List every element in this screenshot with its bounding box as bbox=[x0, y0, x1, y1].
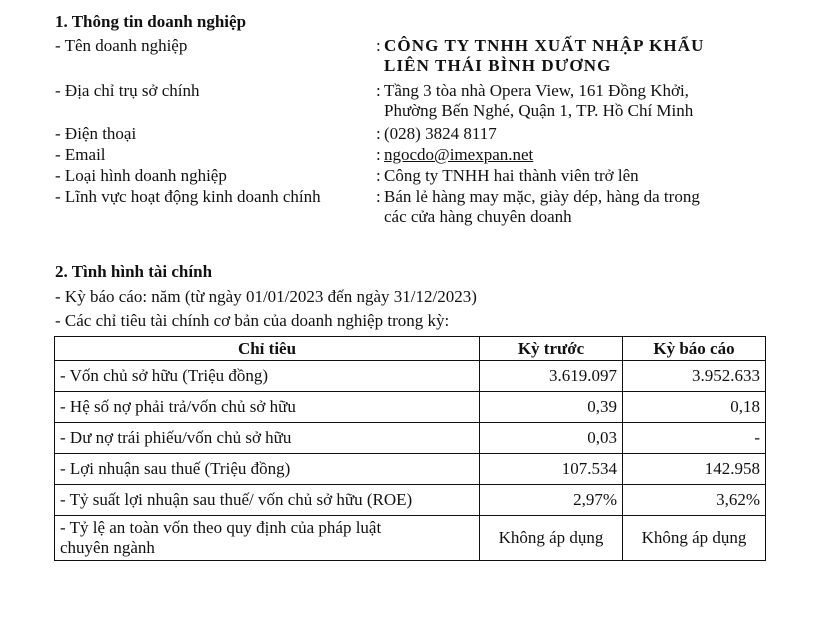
report-period: - Kỳ báo cáo: năm (từ ngày 01/01/2023 đến ngày 31/12/2023) bbox=[55, 287, 477, 306]
row-prev-value: 2,97% bbox=[480, 485, 623, 516]
colon: : bbox=[376, 81, 381, 100]
row-label bbox=[55, 516, 480, 561]
info-label: - Tên doanh nghiệp bbox=[55, 36, 188, 55]
table-row bbox=[55, 361, 766, 392]
header-previous-period: Kỳ trước bbox=[480, 337, 623, 361]
business-type-value: Công ty TNHH hai thành viên trở lên bbox=[384, 166, 639, 185]
colon: : bbox=[376, 187, 381, 206]
info-label: - Điện thoại bbox=[55, 124, 137, 143]
row-prev-value: 107.534 bbox=[480, 454, 623, 485]
header-indicator: Chỉ tiêu bbox=[55, 337, 480, 361]
colon: : bbox=[376, 124, 381, 143]
row-curr-value: Không áp dụng bbox=[623, 516, 766, 561]
row-label: - Hệ số nợ phải trả/vốn chủ sở hữu bbox=[55, 392, 480, 423]
info-label: - Địa chỉ trụ sở chính bbox=[55, 81, 200, 100]
table-intro: - Các chỉ tiêu tài chính cơ bản của doanh nghiệp trong kỳ: bbox=[55, 311, 450, 330]
info-value bbox=[376, 166, 759, 186]
row-label-line-2: chuyên ngành bbox=[60, 538, 155, 557]
info-value bbox=[376, 145, 759, 165]
phone-value: (028) 3824 8117 bbox=[384, 124, 497, 143]
row-label-line-1: - Tỷ lệ an toàn vốn theo quy định của pháp luật bbox=[60, 518, 382, 537]
section-1-title: 1. Thông tin doanh nghiệp bbox=[55, 12, 247, 31]
info-label: - Loại hình doanh nghiệp bbox=[55, 166, 227, 185]
header-report-period: Kỳ báo cáo bbox=[623, 337, 766, 361]
info-value bbox=[376, 187, 759, 227]
row-prev-value: 3.619.097 bbox=[480, 361, 623, 392]
info-label: - Lĩnh vực hoạt động kinh doanh chính bbox=[55, 187, 321, 206]
row-prev-value: Không áp dụng bbox=[480, 516, 623, 561]
business-field-line-1: Bán lẻ hàng may mặc, giày dép, hàng da trong bbox=[384, 187, 700, 206]
address-line-1: Tầng 3 tòa nhà Opera View, 161 Đồng Khởi, bbox=[384, 81, 689, 100]
row-label: - Vốn chủ sở hữu (Triệu đồng) bbox=[55, 361, 480, 392]
table-row bbox=[55, 485, 766, 516]
info-value bbox=[376, 81, 759, 121]
address-line-2: Phường Bến Nghé, Quận 1, TP. Hồ Chí Minh bbox=[384, 101, 694, 120]
business-field-line-2: các cửa hàng chuyên doanh bbox=[384, 207, 572, 226]
row-label: - Tỷ suất lợi nhuận sau thuế/ vốn chủ sở hữu (ROE) bbox=[55, 485, 480, 516]
colon: : bbox=[376, 36, 381, 55]
table-row bbox=[55, 454, 766, 485]
row-curr-value: 142.958 bbox=[623, 454, 766, 485]
table-row bbox=[55, 392, 766, 423]
info-value bbox=[376, 124, 759, 144]
row-prev-value: 0,39 bbox=[480, 392, 623, 423]
table-header-row bbox=[55, 337, 766, 361]
company-name-line-2: LIÊN THÁI BÌNH DƯƠNG bbox=[384, 56, 612, 75]
row-curr-value: - bbox=[623, 423, 766, 454]
financial-table bbox=[54, 336, 766, 561]
section-2-title: 2. Tình hình tài chính bbox=[55, 262, 213, 281]
row-curr-value: 3.952.633 bbox=[623, 361, 766, 392]
company-name-line-1: CÔNG TY TNHH XUẤT NHẬP KHẨU bbox=[384, 36, 705, 55]
row-curr-value: 0,18 bbox=[623, 392, 766, 423]
row-label: - Lợi nhuận sau thuế (Triệu đồng) bbox=[55, 454, 480, 485]
row-curr-value: 3,62% bbox=[623, 485, 766, 516]
colon: : bbox=[376, 166, 381, 185]
email-link[interactable]: ngocdo@imexpan.net bbox=[384, 145, 534, 164]
colon: : bbox=[376, 145, 381, 164]
table-row bbox=[55, 516, 766, 561]
row-prev-value: 0,03 bbox=[480, 423, 623, 454]
row-label: - Dư nợ trái phiếu/vốn chủ sở hữu bbox=[55, 423, 480, 454]
info-value bbox=[376, 36, 759, 76]
table-row bbox=[55, 423, 766, 454]
info-label: - Email bbox=[55, 145, 106, 164]
